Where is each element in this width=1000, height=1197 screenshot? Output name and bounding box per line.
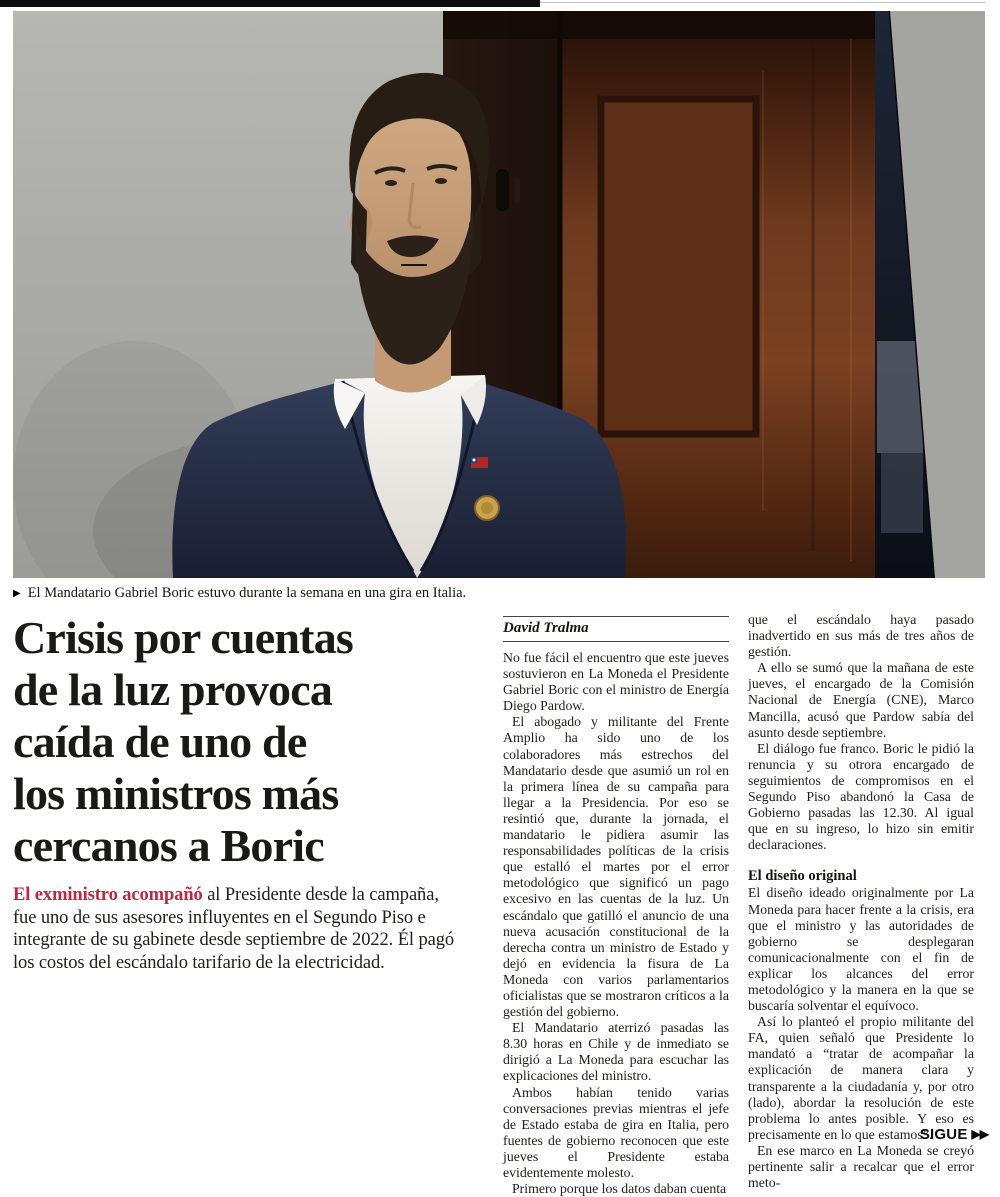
lede-highlight: El exministro acompañó [13, 885, 203, 905]
byline [503, 616, 729, 642]
lede-rest: al Presidente desde la campaña, fue uno de sus asesores influyentes en el Segundo Piso e integrante de su gabinete desde septiembre de 2022. Él pagó los costos del escándalo tarifario de la electricidad. [13, 885, 455, 973]
article-paragraph: El abogado y militante del Frente Amplio ha sido uno de los colaboradores más estrechos del Mandatario desde que asumió un rol en la primera línea de su campaña para llegar a la Presidencia. Por eso se resintió que, durante la jornada, el mandatario le pidiera asumir las responsabilidades políticas de la crisis que estalló el martes por el error metodológico que significó un pago excesivo en las cuentas de la luz. Un escándalo que gatilló el anuncio de una nueva acusación constitucional de la derecha contra un ministro de Estado y dejó en evidencia la fisura de La Moneda con varios parlamentarios oficialistas que se mostraron críticos a la gestión del gobierno. [503, 714, 729, 1020]
article-paragraph: El diseño ideado originalmente por La Moneda para hacer frente a la crisis, era que el ministro y las autoridades de gobierno se desplegaran comunicacionalmente con el fin de explicar los alcances del error metodológico y la manera en la que se buscaría solventar el equívoco. [748, 885, 974, 1014]
chile-flag-pin-icon [471, 457, 488, 468]
article-paragraph: Así lo planteó el propio militante del FA, quien señaló que Presidente lo mandató a “tratar de acompañar la explicación de manera clara y transparente a la ciudadanía y, por otro (lado), abordar la resolución de este problema lo antes posible. Y eso es precisamente en lo que estamos”. [748, 1014, 974, 1142]
top-black-bar [0, 0, 540, 7]
article-paragraph: que el escándalo haya pasado inadvertido en sus más de tres años de gestión. [748, 612, 974, 660]
headline-line: Crisis por cuentas [13, 612, 353, 663]
article-paragraph: A ello se sumó que la mañana de este jueves, el encargado de la Comisión Nacional de Energía (CNE), Marco Mancilla, acusó que Pardow sabía del asunto desde septiembre. [748, 660, 974, 740]
article-paragraph: Primero porque los datos daban cuenta [512, 1181, 727, 1197]
caption-arrow-icon: ▶ [13, 588, 21, 599]
article-column-2 [503, 650, 729, 1197]
caption-text: El Mandatario Gabriel Boric estuvo durante la semana en una gira en Italia. [27, 585, 467, 601]
article-paragraph: Ambos habían tenido varias conversaciones previas mientras el jefe de Estado estaba de gira en Italia, pero fuentes de gobierno reconocen que este jueves el Presidente estaba evidentemente molesto. [503, 1084, 729, 1180]
headline-line: caída de uno de [13, 716, 307, 767]
continue-marker[interactable] [0, 1126, 988, 1143]
article-paragraph: El Mandatario aterrizó pasadas las 8.30 horas en Chile y de inmediato se dirigió a La Moneda para escuchar las explicaciones del ministro. [503, 1020, 729, 1084]
article-paragraph: No fue fácil el encuentro que este jueves sostuvieron en La Moneda el Presidente Gabriel Boric con el ministro de Energía Diego Pardow. [503, 650, 729, 714]
boric-photo-illustration [13, 11, 985, 578]
byline-author: David Tralma [503, 620, 589, 636]
article-headline [13, 612, 473, 872]
headline-line: de la luz provoca [13, 664, 333, 715]
continue-label: SIGUE [919, 1126, 968, 1143]
gold-medal-pin-icon [475, 496, 499, 520]
article-paragraph: El diálogo fue franco. Boric le pidió la renuncia y su otrora encargado de seguimientos de compromisos en el Segundo Piso abandonó la Casa de Gobierno pasadas las 12.30. Al igual que en su ingreso, lo hizo sin emitir declaraciones. [748, 740, 974, 853]
lead-photo [13, 11, 985, 578]
headline-line: cercanos a Boric [13, 820, 324, 871]
article-paragraph: En ese marco en La Moneda se creyó pertinente salir a recalcar que el error meto- [748, 1142, 974, 1191]
continue-arrows-icon: ▶▶ [971, 1127, 988, 1141]
article-subhead: El diseño original [748, 868, 857, 885]
article-column-3 [748, 612, 974, 1191]
photo-caption [13, 584, 973, 604]
headline-line: los ministros más [13, 768, 339, 819]
article-lede [13, 884, 465, 974]
